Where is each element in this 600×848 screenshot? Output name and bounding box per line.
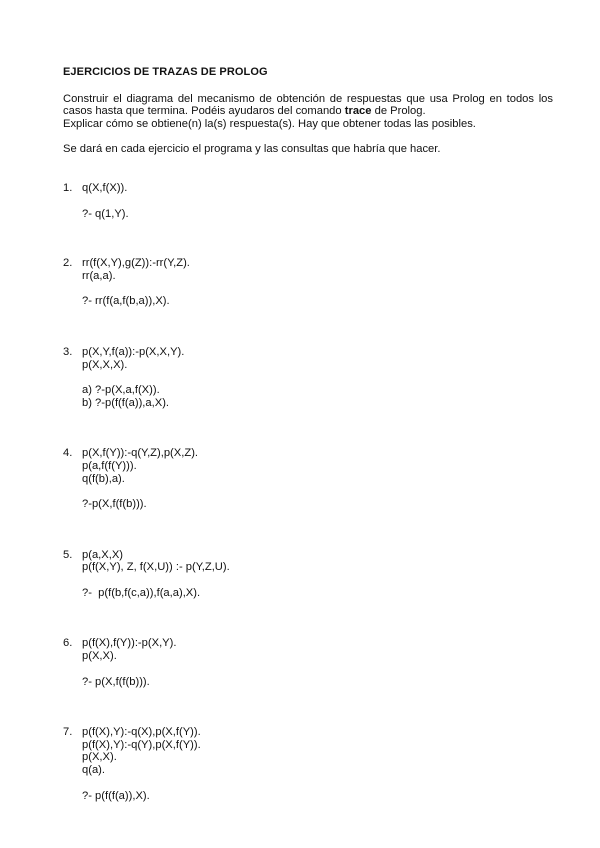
document-page [63,66,553,802]
exercise-number: 7. [63,726,73,739]
exercise-number: 5. [63,548,73,561]
program-line: p(X,f(Y)):-q(Y,Z),p(X,Z). [82,447,199,460]
exercise-4 [63,447,553,510]
program-line: p(X,X,X). [82,358,128,371]
program-line: p(f(X),f(Y)):-p(X,Y). [82,637,177,650]
intro-paragraph-1: Construir el diagrama del mecanismo de obtención de respuestas que usa Prolog en todos los casos hasta que termina. Podéis ayudaros del comando trace de Prolog. [63,92,553,118]
exercise-6 [63,637,553,688]
program-line: q(X,f(X)). [82,181,128,194]
exercise-7 [63,726,553,802]
program-line: q(f(b),a). [82,472,125,485]
query-line: a) ?-p(X,a,f(X)). [82,384,160,397]
program-line: p(f(X),Y):-q(X),p(X,f(Y)). [82,726,201,739]
program-line: rr(a,a). [82,269,116,282]
exercise-number: 3. [63,345,73,358]
program-line: p(X,Y,f(a)):-p(X,X,Y). [82,345,185,358]
intro-paragraph-2: Explicar cómo se obtiene(n) la(s) respuesta(s). Hay que obtener todas las posibles. [63,117,476,130]
exercise-5 [63,549,553,600]
exercise-list [63,182,553,802]
program-line: p(a,f(f(Y))). [82,459,137,472]
program-line: q(a). [82,764,106,777]
query-line: ?-p(X,f(f(b))). [82,498,147,511]
document-title: EJERCICIOS DE TRAZAS DE PROLOG [63,66,268,78]
query-line: ?- p(X,f(f(b))). [82,675,150,688]
program-line: p(X,X). [82,650,117,663]
query-line: ?- p(f(f(a)),X). [82,789,150,802]
intro [63,93,553,156]
query-line: b) ?-p(f(f(a)),a,X). [82,396,170,409]
exercise-2 [63,257,553,308]
exercise-number: 1. [63,181,73,194]
exercise-3 [63,346,553,409]
program-line: rr(f(X,Y),g(Z)):-rr(Y,Z). [82,257,190,270]
exercise-number: 2. [63,257,73,270]
intro-paragraph-3: Se dará en cada ejercicio el programa y las consultas que habría que hacer. [63,143,441,156]
exercise-number: 4. [63,447,73,460]
program-line: p(f(X,Y), Z, f(X,U)) :- p(Y,Z,U). [82,561,230,574]
program-line: p(f(X),Y):-q(Y),p(X,f(Y)). [82,738,201,751]
program-line: p(a,X,X) [82,548,124,561]
program-line: p(X,X). [82,751,117,764]
exercise-1 [63,182,553,220]
exercise-number: 6. [63,637,73,650]
query-line: ?- q(1,Y). [82,207,129,220]
query-line: ?- p(f(b,f(c,a)),f(a,a),X). [82,586,201,599]
query-line: ?- rr(f(a,f(b,a)),X). [82,295,170,308]
